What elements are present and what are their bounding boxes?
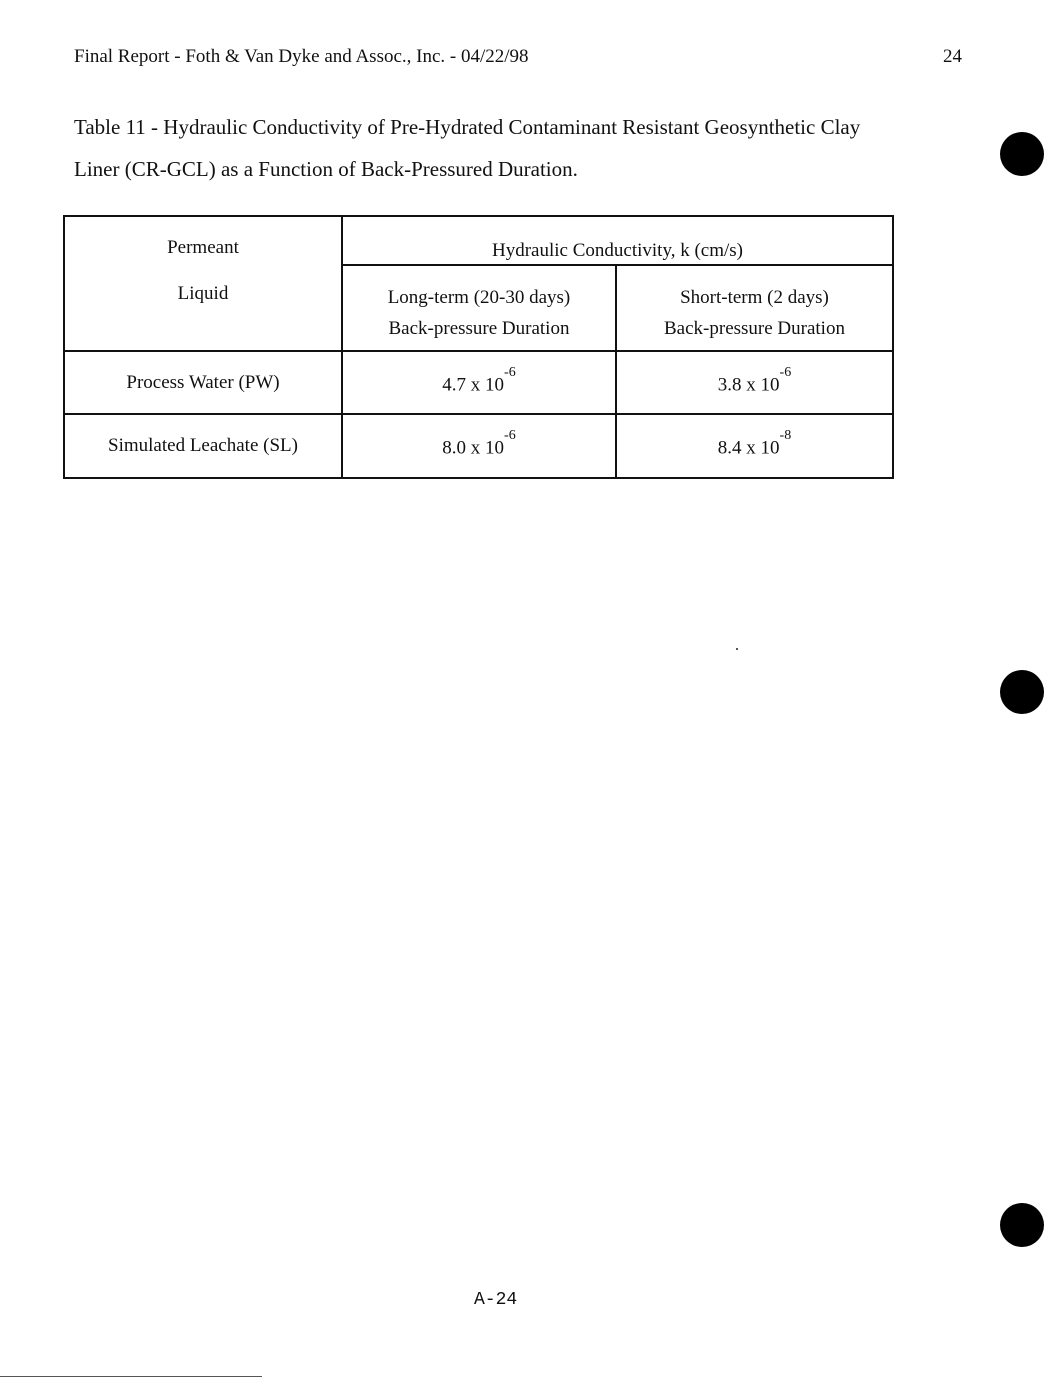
short-term-header — [616, 265, 893, 351]
value-mantissa: 8.4 x 10 — [717, 437, 780, 459]
value-exponent: -8 — [779, 428, 792, 444]
value-mantissa: 8.0 x 10 — [442, 437, 505, 459]
table-caption — [74, 106, 934, 190]
permeant-liquid-header — [64, 216, 342, 351]
value-exponent: -6 — [504, 428, 516, 444]
page-number: 24 — [943, 46, 962, 67]
table-row — [64, 414, 893, 477]
punch-hole-bottom — [1000, 1203, 1044, 1247]
punch-hole-middle — [1000, 670, 1044, 714]
footer-page-label: A-24 — [474, 1290, 518, 1310]
report-header: Final Report - Foth & Van Dyke and Assoc., Inc. - 04/22/98 — [74, 46, 529, 67]
conductivity-table — [63, 215, 894, 479]
value-exponent: -6 — [504, 365, 516, 380]
value-mantissa: 3.8 x 10 — [717, 374, 780, 396]
long-term-header-line2: Back-pressure Duration — [388, 318, 570, 339]
caption-line-2: Liner (CR-GCL) as a Function of Back-Pressured Duration. — [74, 157, 578, 181]
table-row — [64, 351, 893, 414]
bottom-rule — [0, 1376, 262, 1377]
long-term-header — [342, 265, 616, 351]
value-mantissa: 4.7 x 10 — [442, 374, 505, 396]
long-term-value — [342, 414, 616, 477]
value-exponent: -6 — [779, 365, 792, 380]
long-term-value — [342, 351, 616, 414]
short-term-header-line2: Back-pressure Duration — [664, 318, 845, 339]
hydraulic-conductivity-header: Hydraulic Conductivity, k (cm/s) — [342, 216, 893, 265]
permeant-header-line2: Liquid — [177, 283, 229, 304]
permeant-header-line1: Permeant — [167, 237, 239, 258]
long-term-header-line1: Long-term (20-30 days) — [387, 287, 571, 308]
liquid-cell: Process Water (PW) — [64, 351, 342, 414]
short-term-value — [616, 351, 893, 414]
caption-line-1: Table 11 - Hydraulic Conductivity of Pre-Hydrated Contaminant Resistant Geosynthetic Clay — [74, 115, 861, 139]
scan-speck — [736, 648, 738, 650]
liquid-cell: Simulated Leachate (SL) — [64, 414, 342, 477]
short-term-header-line1: Short-term (2 days) — [680, 287, 829, 308]
punch-hole-top — [1000, 132, 1044, 176]
short-term-value — [616, 414, 893, 477]
